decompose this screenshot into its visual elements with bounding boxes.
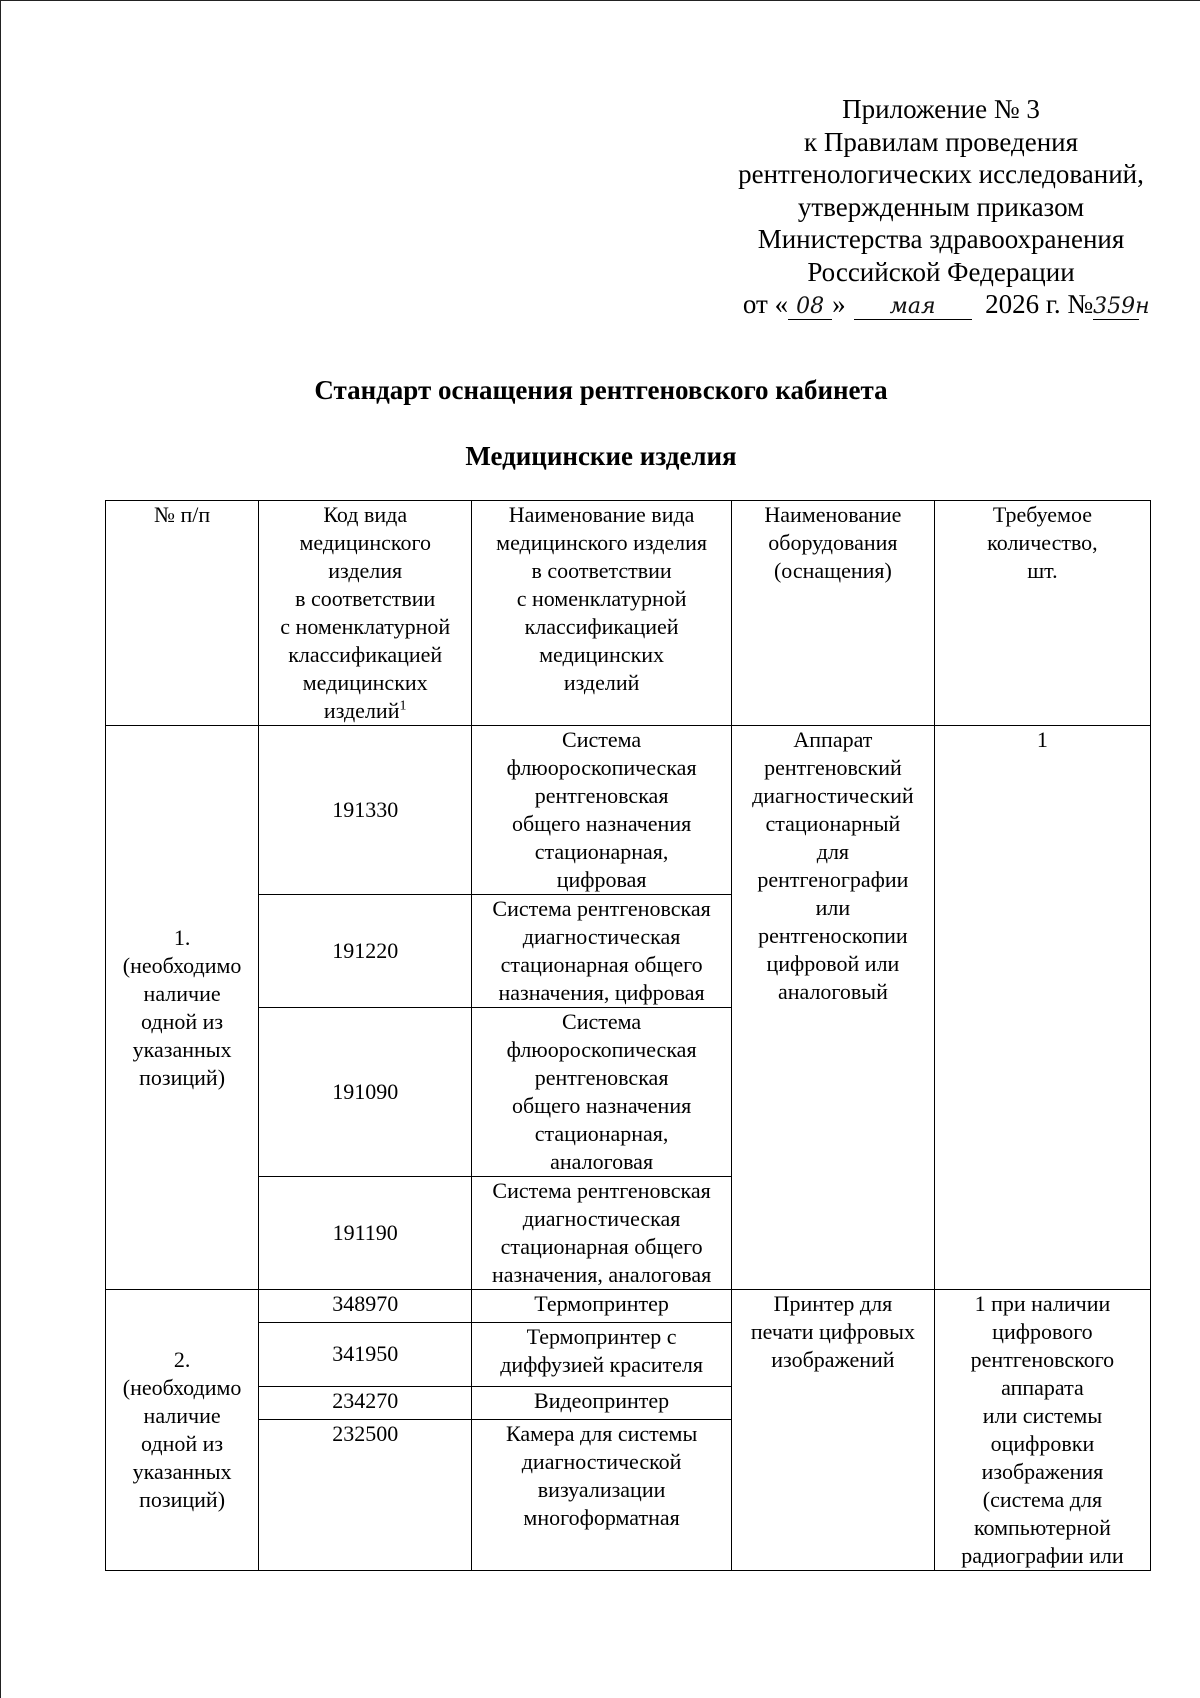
- header-quantity: Требуемое количество, шт.: [934, 501, 1150, 726]
- appendix-line: утвержденным приказом: [797, 191, 1085, 222]
- appendix-block: [691, 93, 1191, 321]
- code-cell: 341950: [259, 1322, 472, 1386]
- year-text: 2026 г. №: [985, 289, 1094, 319]
- header-number: № п/п: [106, 501, 259, 726]
- code-cell: 191330: [259, 726, 472, 895]
- code-cell: 232500: [259, 1420, 472, 1571]
- equipment-standard-table: [105, 500, 1151, 1571]
- appendix-line: рентгенологических исследований,: [738, 159, 1144, 189]
- type-name-cell: Термопринтер: [472, 1290, 732, 1323]
- type-name-cell: Термопринтер с диффузией красителя: [472, 1322, 732, 1386]
- code-cell: 191190: [259, 1177, 472, 1290]
- appendix-line: Министерства здравоохранения: [757, 224, 1125, 254]
- header-type-name: Наименование вида медицинского изделия в соответствии с номенклатурной классификацией медицинских изделий: [472, 501, 732, 726]
- order-date-line: [691, 288, 1191, 321]
- code-cell: 348970: [259, 1290, 472, 1323]
- handwritten-month: мая: [854, 295, 972, 320]
- equipment-cell: Аппарат рентгеновский диагностический стационарный для рентгенографии или рентгеноскопии цифровой или аналоговый: [731, 726, 934, 1290]
- group-number-cell: 2. (необходимо наличие одной из указанных позиций): [106, 1290, 259, 1571]
- quantity-cell: 1 при наличии цифрового рентгеновского аппарата или системы оцифровки изображения (система для компьютерной радиографии или: [934, 1290, 1150, 1571]
- table-row: [106, 726, 1151, 895]
- type-name-cell: Система флюороскопическая рентгеновская общего назначения стационарная, цифровая: [472, 726, 732, 895]
- type-name-cell: Система рентгеновская диагностическая стационарная общего назначения, аналоговая: [472, 1177, 732, 1290]
- section-title: Медицинские изделия: [465, 441, 737, 471]
- type-name-cell: Видеопринтер: [472, 1387, 732, 1420]
- table-header-row: [106, 501, 1151, 726]
- code-cell: 234270: [259, 1387, 472, 1420]
- header-code: [259, 501, 472, 726]
- date-prefix: от «: [742, 289, 789, 319]
- document-title: Стандарт оснащения рентгеновского кабинета: [314, 375, 888, 405]
- footnote-mark: 1: [399, 698, 407, 714]
- header-equipment: Наименование оборудования (оснащения): [731, 501, 934, 726]
- code-cell: 191220: [259, 895, 472, 1008]
- type-name-cell: Камера для системы диагностической визуализации многоформатная: [472, 1420, 732, 1571]
- table-row: [106, 1290, 1151, 1323]
- group-number-cell: 1. (необходимо наличие одной из указанных позиций): [106, 726, 259, 1290]
- type-name-cell: Система рентгеновская диагностическая стационарная общего назначения, цифровая: [472, 895, 732, 1008]
- equipment-cell: Принтер для печати цифровых изображений: [731, 1290, 934, 1571]
- type-name-cell: Система флюороскопическая рентгеновская общего назначения стационарная, аналоговая: [472, 1008, 732, 1177]
- handwritten-day: 08: [788, 295, 832, 320]
- header-code-text: Код вида медицинского изделия в соответствии с номенклатурной классификацией медицинских изделий: [280, 502, 451, 723]
- code-cell: 191090: [259, 1008, 472, 1177]
- appendix-line: Приложение № 3: [842, 94, 1040, 124]
- date-mid: »: [832, 289, 846, 319]
- appendix-line: Российской Федерации: [807, 256, 1075, 287]
- quantity-cell: 1: [934, 726, 1150, 1290]
- appendix-line: к Правилам проведения: [803, 126, 1079, 157]
- handwritten-order-number: 359н: [1093, 294, 1150, 319]
